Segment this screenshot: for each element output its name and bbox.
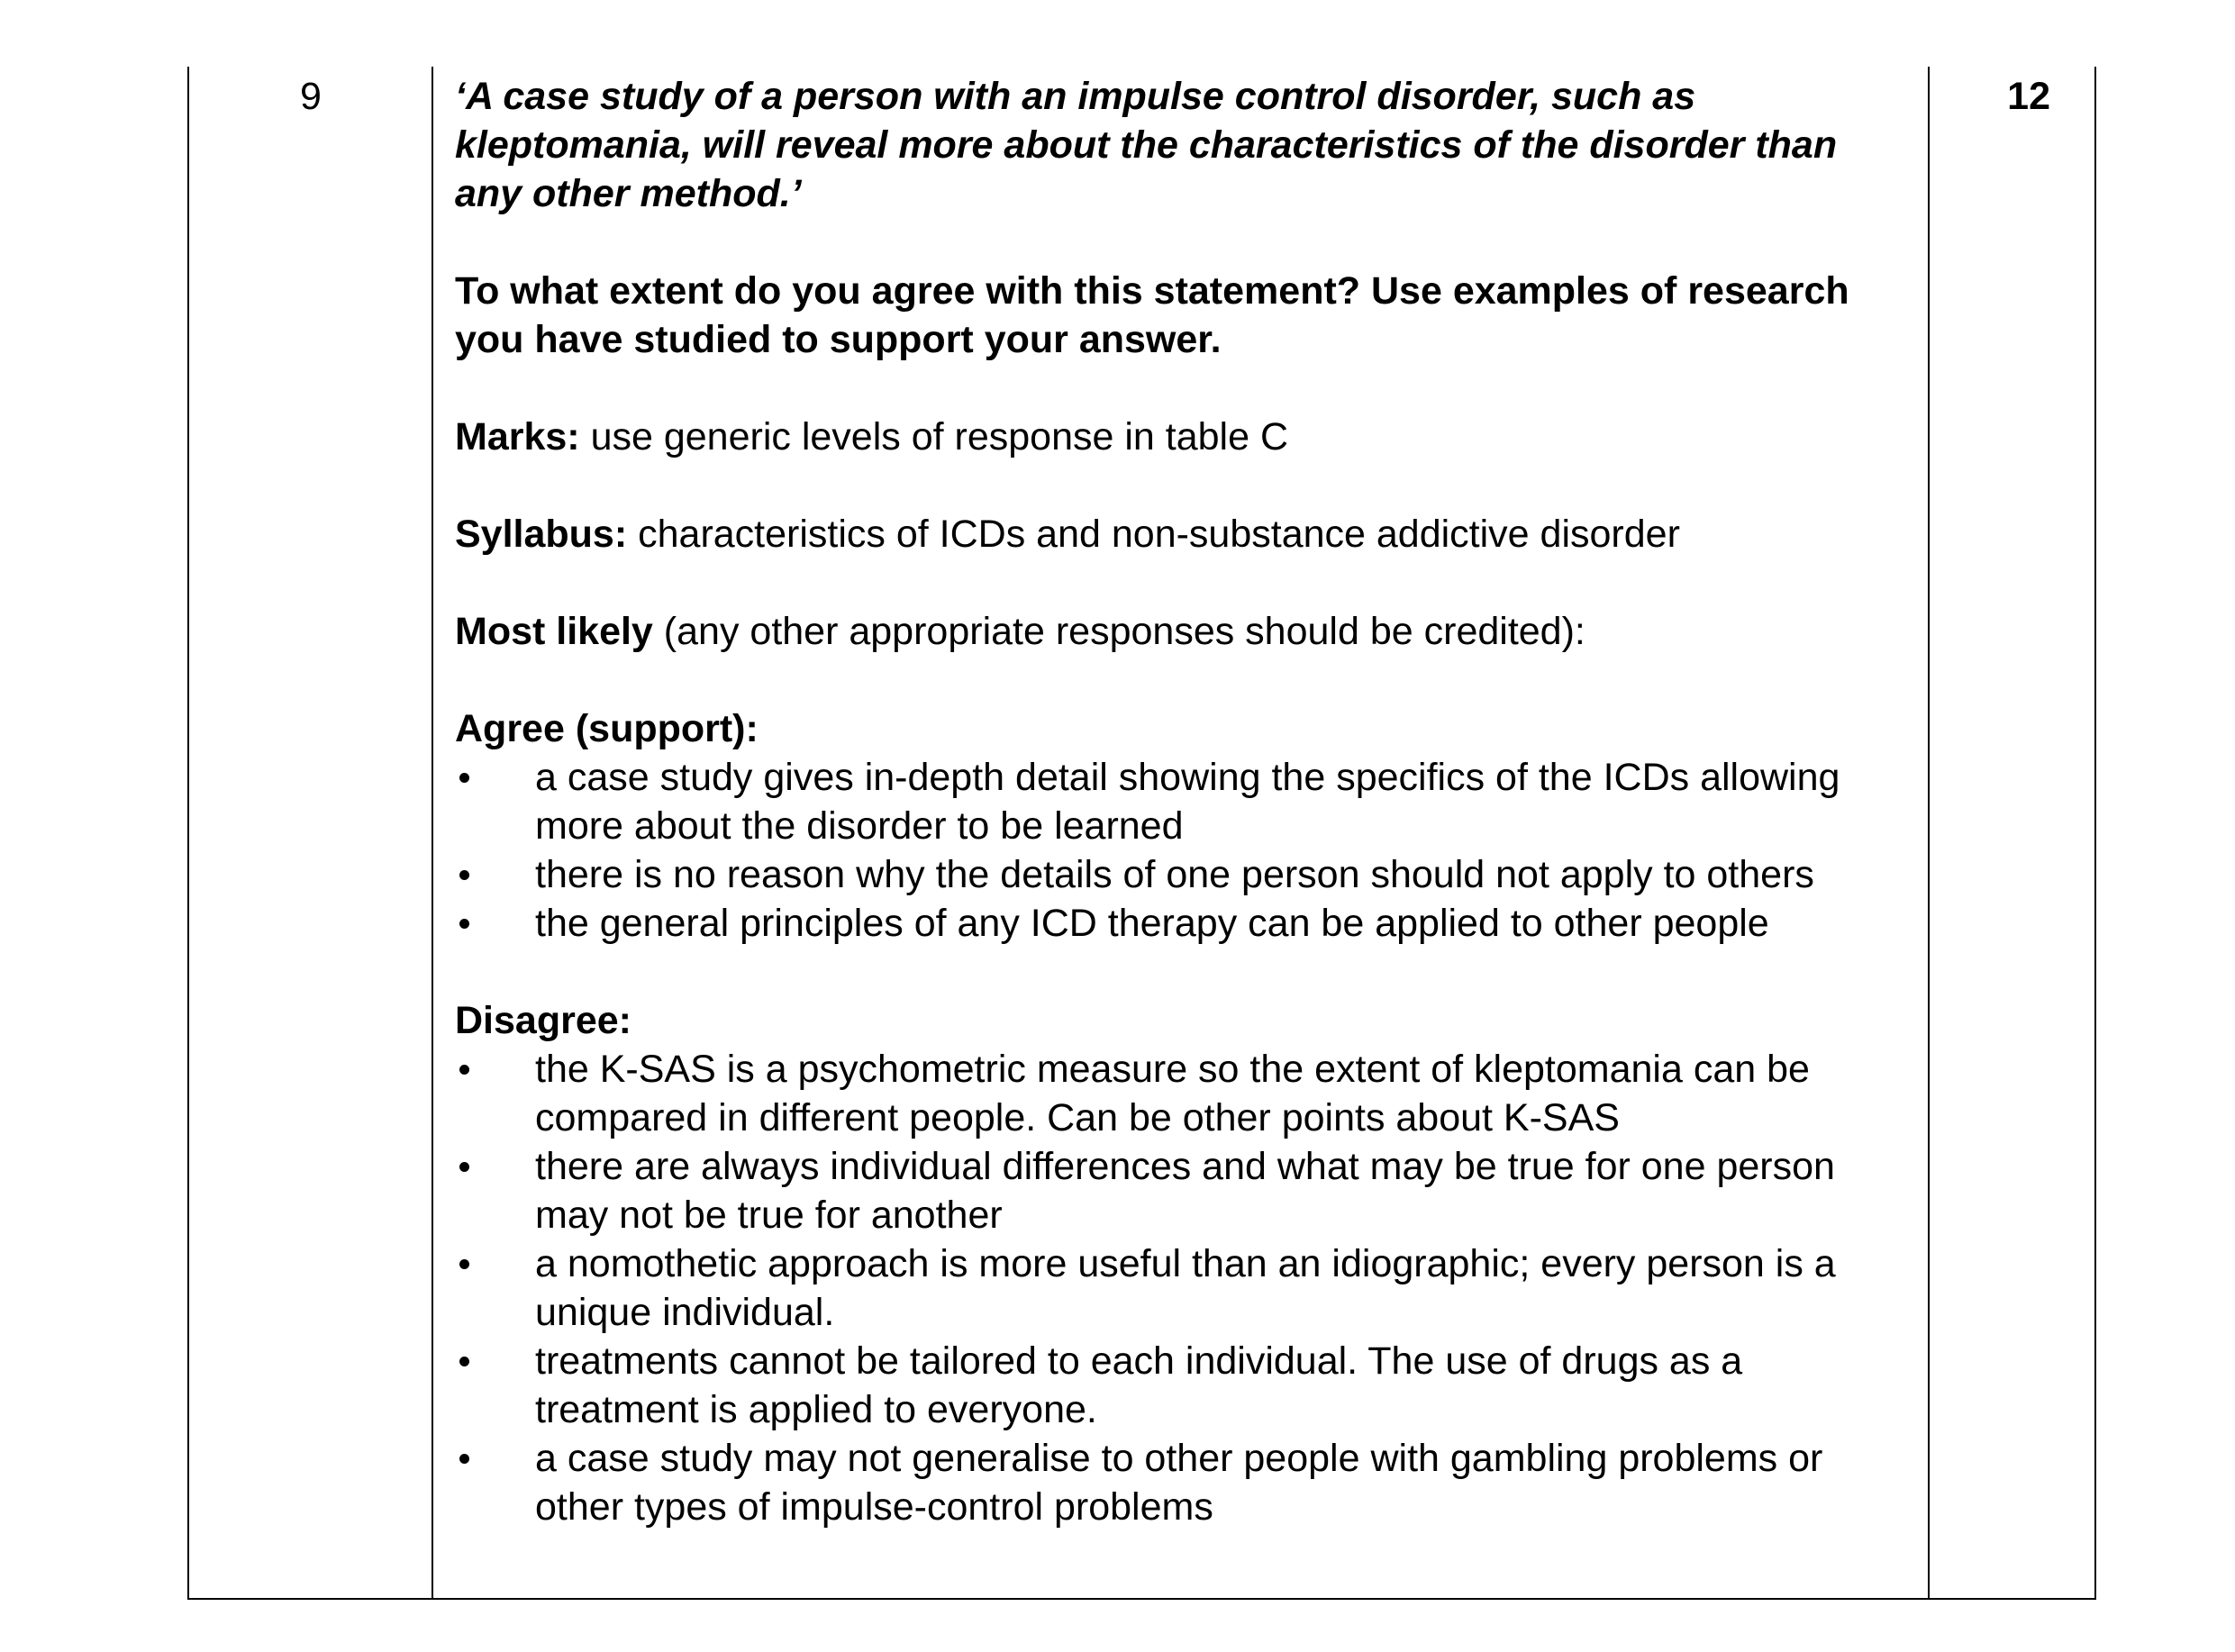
answer-cell: [455, 72, 1914, 1531]
most-likely-label: Most likely: [455, 610, 653, 653]
disagree-heading: Disagree:: [455, 999, 631, 1042]
syllabus-label: Syllabus:: [455, 513, 628, 556]
disagree-list: [455, 1045, 1914, 1531]
disagree-point-text: a case study may not generalise to other people with gambling problems or other types of impulse-control problems: [535, 1437, 1823, 1529]
agree-point: [455, 850, 1914, 899]
marks-text: use generic levels of response in table C: [579, 415, 1289, 458]
disagree-point: [455, 1045, 1914, 1142]
disagree-point-text: the K-SAS is a psychometric measure so the extent of kleptomania can be compared in different people. Can be other points about K-SAS: [535, 1048, 1810, 1139]
bullet-icon: [459, 1357, 469, 1366]
agree-point-text: a case study gives in-depth detail showing the specifics of the ICDs allowing more about the disorder to be learned: [535, 756, 1840, 848]
syllabus-text: characteristics of ICDs and non-substance addictive disorder: [627, 513, 1680, 556]
disagree-point-text: a nomothetic approach is more useful than an idiographic; every person is a unique individual.: [535, 1242, 1836, 1334]
total-marks: 12: [2007, 75, 2050, 118]
question-text: To what extent do you agree with this statement? Use examples of research you have studied to support your answer.: [455, 269, 1849, 361]
bullet-icon: [459, 1162, 469, 1172]
syllabus-line: [455, 510, 1914, 558]
marks-label: Marks:: [455, 415, 580, 458]
agree-point: [455, 753, 1914, 850]
most-likely-line: [455, 607, 1914, 656]
bullet-icon: [459, 870, 469, 880]
bullet-icon: [459, 773, 469, 783]
bullet-icon: [459, 1454, 469, 1464]
agree-point-text: the general principles of any ICD therapy can be applied to other people: [535, 902, 1769, 945]
agree-list: [455, 753, 1914, 948]
agree-point: [455, 899, 1914, 948]
column-divider-left: [432, 67, 433, 1598]
agree-heading: Agree (support):: [455, 707, 759, 750]
column-divider-right: [1928, 67, 1930, 1598]
question-number: 9: [300, 75, 322, 118]
most-likely-text: (any other appropriate responses should be credited):: [652, 610, 1585, 653]
disagree-point-text: there are always individual differences and what may be true for one person may not be true for another: [535, 1145, 1835, 1237]
agree-point-text: there is no reason why the details of one person should not apply to others: [535, 853, 1814, 896]
marks-line: [455, 413, 1914, 461]
question-quote: ‘A case study of a person with an impulse control disorder, such as kleptomania, will reveal more about the characteristics of the disorder than any other method.’: [455, 75, 1838, 215]
disagree-point: [455, 1142, 1914, 1239]
disagree-point-text: treatments cannot be tailored to each individual. The use of drugs as a treatment is applied to everyone.: [535, 1339, 1743, 1431]
disagree-point: [455, 1337, 1914, 1434]
disagree-point: [455, 1434, 1914, 1531]
mark-scheme-table: [187, 67, 2096, 1600]
bullet-icon: [459, 1065, 469, 1075]
bullet-icon: [459, 1259, 469, 1269]
bullet-icon: [459, 919, 469, 929]
disagree-point: [455, 1239, 1914, 1337]
